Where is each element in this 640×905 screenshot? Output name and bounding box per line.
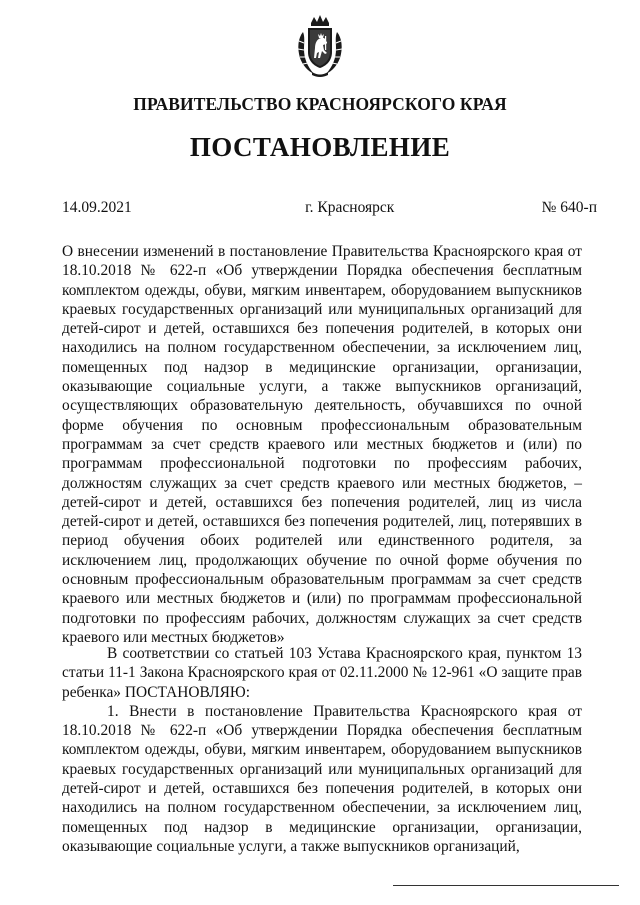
document-city: г. Красноярск	[305, 199, 395, 216]
document-type-heading: ПОСТАНОВЛЕНИЕ	[189, 132, 451, 162]
government-title: ПРАВИТЕЛЬСТВО КРАСНОЯРСКОГО КРАЯ	[133, 94, 507, 114]
body-paragraph-1: В соответствии со статьей 103 Устава Красноярского края, пунктом 13 статьи 11-1 Закона Красноярского края от 02.11.2000 № 12-961 «О защите прав ребенка» ПОСТАНОВЛЯЮ:	[62, 645, 582, 701]
document-subject: О внесении изменений в постановление Правительства Красноярского края от 18.10.2018 № 622-п «Об утверждении Порядка обеспечения бесплатным комплектом одежды, обуви, мягким инвентарем, оборудованием выпускников краевых государственных организаций или муниципальных организаций для детей-сирот и детей, оставшихся без попечения родителей, в которых они находились на полном государственном обеспечении, за исключением лиц, помещенных под надзор в медицинские организации, организации, оказывающие социальные услуги, а также выпускников организаций, осуществляющих образовательную деятельность, обучавшихся по очной форме обучения по основным профессиональным образовательным программам за счет средств краевого или местных бюджетов и (или) по программам профессиональной подготовки по профессиям рабочих, должностям служащих за счет средств краевого или местных бюджетов, – детей-сирот и детей, оставшихся без попечения родителей, лиц из числа детей-сирот и детей, оставшихся без попечения родителей, лиц, потерявших в период обучения обоих родителей или единственного родителя, за исключением лиц, продолжающих обучение по очной форме обучения по основным профессиональным образовательным программам за счет средств краевого или местных бюджетов и (или) по программам профессиональной подготовки по профессиям рабочих, должностям служащих за счет средств краевого или местных бюджетов»	[62, 243, 582, 646]
krasnoyarsk-coat-of-arms-icon	[294, 14, 346, 78]
document-number: № 640-п	[541, 199, 597, 216]
document-meta-row	[62, 199, 597, 217]
document-body	[62, 644, 582, 856]
document-date: 14.09.2021	[62, 199, 132, 216]
footer-rule	[393, 885, 619, 886]
body-paragraph-2: 1. Внести в постановление Правительства Красноярского края от 18.10.2018 № 622-п «Об утверждении Порядка обеспечения бесплатным комплектом одежды, обуви, мягким инвентарем, оборудованием выпускников краевых государственных организаций или муниципальных организаций для детей-сирот и детей, оставшихся без попечения родителей, в которых они находились на полном государственном обеспечении, за исключением лиц, помещенных под надзор в медицинские организации, организации, оказывающие социальные услуги, а также выпускников организаций,	[62, 702, 582, 855]
